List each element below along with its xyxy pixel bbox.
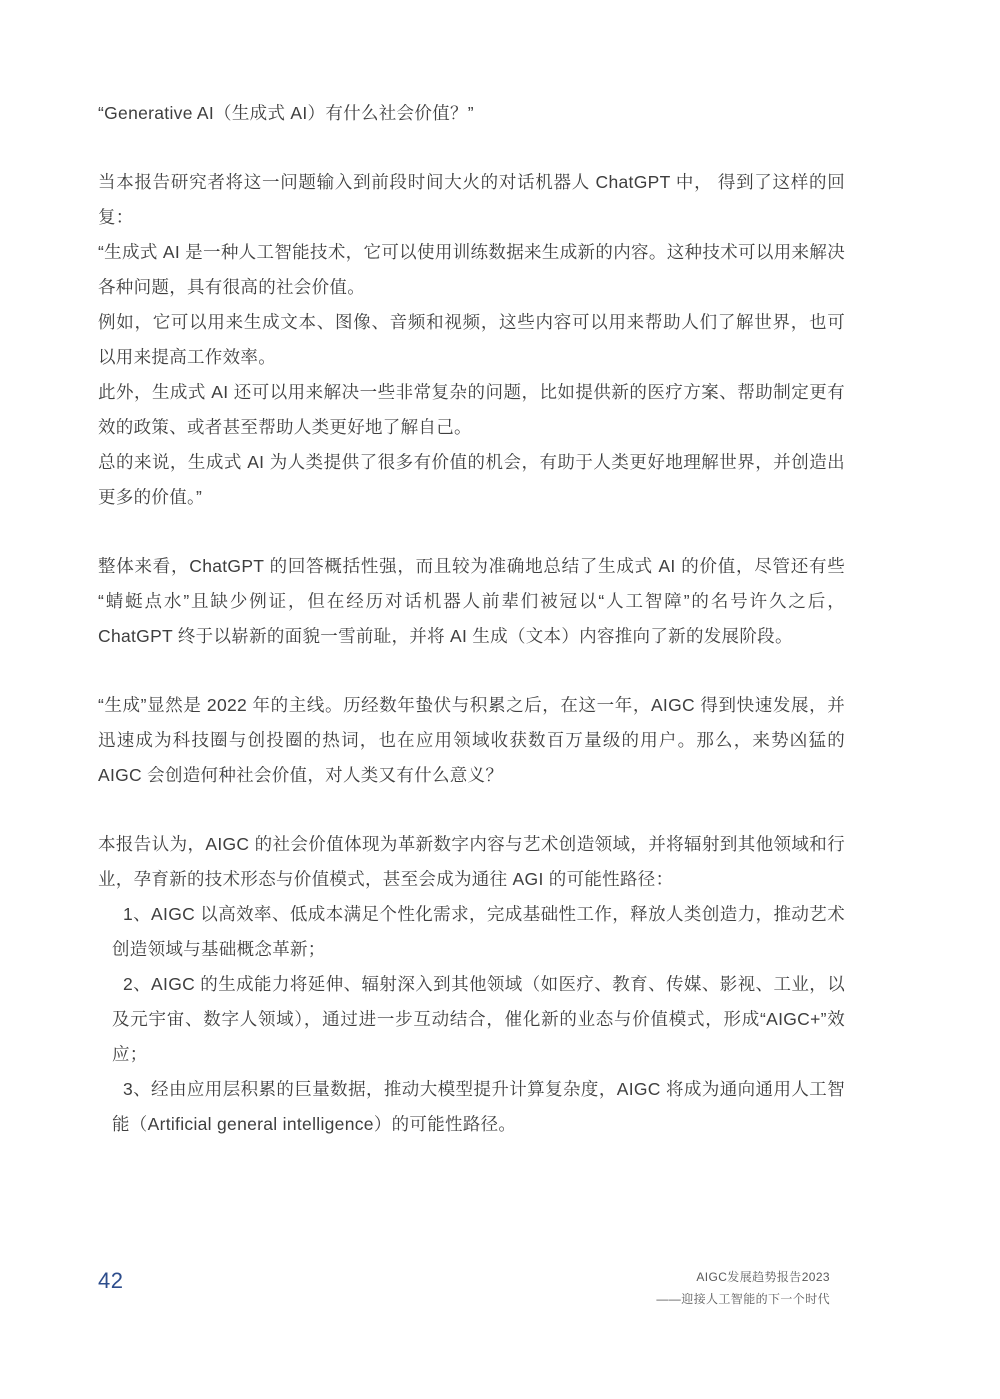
chatgpt-reply-paragraph: 此外，生成式 AI 还可以用来解决一些非常复杂的问题，比如提供新的医疗方案、帮助制定更有效的政策、或者甚至帮助人类更好地了解自己。 (98, 382, 845, 437)
footer-report-subtitle: ——迎接人工智能的下一个时代 (656, 1292, 830, 1306)
chatgpt-reply-paragraph: “生成式 AI 是一种人工智能技术，它可以使用训练数据来生成新的内容。这种技术可以用来解决各种问题，具有很高的社会价值。 (98, 242, 845, 297)
footer-report-title: AIGC发展趋势报告2023 (696, 1270, 830, 1284)
opening-quote: “Generative AI（生成式 AI）有什么社会价值？” (98, 103, 474, 123)
numbered-point-1: 1、AIGC 以高效率、低成本满足个性化需求，完成基础性工作，释放人类创造力，推动艺术创造领域与基础概念革新； (112, 904, 845, 959)
page-number: 42 (98, 1268, 124, 1293)
chatgpt-reply-paragraph: 例如，它可以用来生成文本、图像、音频和视频，这些内容可以用来帮助人们了解世界，也可以用来提高工作效率。 (98, 312, 845, 367)
footer-report-info (656, 1266, 830, 1310)
paragraph-report-viewpoint: 本报告认为，AIGC 的社会价值体现为革新数字内容与艺术创造领域，并将辐射到其他领域和行业，孕育新的技术形态与价值模式，甚至会成为通往 AGI 的可能性路径： (98, 834, 845, 889)
paragraph-overall-assessment: 整体来看，ChatGPT 的回答概括性强，而且较为准确地总结了生成式 AI 的价值，尽管还有些“蜻蜓点水”且缺少例证，但在经历对话机器人前辈们被冠以“人工智障”的名号许久之后，ChatGPT 终于以崭新的面貌一雪前耻，并将 AI 生成（文本）内容推向了新的发展阶段。 (98, 556, 845, 646)
chatgpt-intro-line: 当本报告研究者将这一问题输入到前段时间大火的对话机器人 ChatGPT 中， 得到了这样的回复： (98, 172, 845, 227)
numbered-point-3: 3、经由应用层积累的巨量数据，推动大模型提升计算复杂度，AIGC 将成为通向通用人工智能（Artificial general intelligence）的可能性路径。 (112, 1079, 845, 1134)
numbered-point-2: 2、AIGC 的生成能力将延伸、辐射深入到其他领域（如医疗、教育、传媒、影视、工业，以及元宇宙、数字人领域），通过进一步互动结合，催化新的业态与价值模式，形成“AIGC+”效应； (112, 974, 845, 1064)
paragraph-2022-theme: “生成”显然是 2022 年的主线。历经数年蛰伏与积累之后，在这一年，AIGC 得到快速发展，并迅速成为科技圈与创投圈的热词，也在应用领域收获数百万量级的用户。那么，来势凶猛的 AIGC 会创造何种社会价值，对人类又有什么意义？ (98, 695, 845, 785)
chatgpt-reply-paragraph: 总的来说，生成式 AI 为人类提供了很多有价值的机会，有助于人类更好地理解世界，并创造出更多的价值。” (98, 452, 845, 507)
page-body-text (98, 96, 845, 1142)
